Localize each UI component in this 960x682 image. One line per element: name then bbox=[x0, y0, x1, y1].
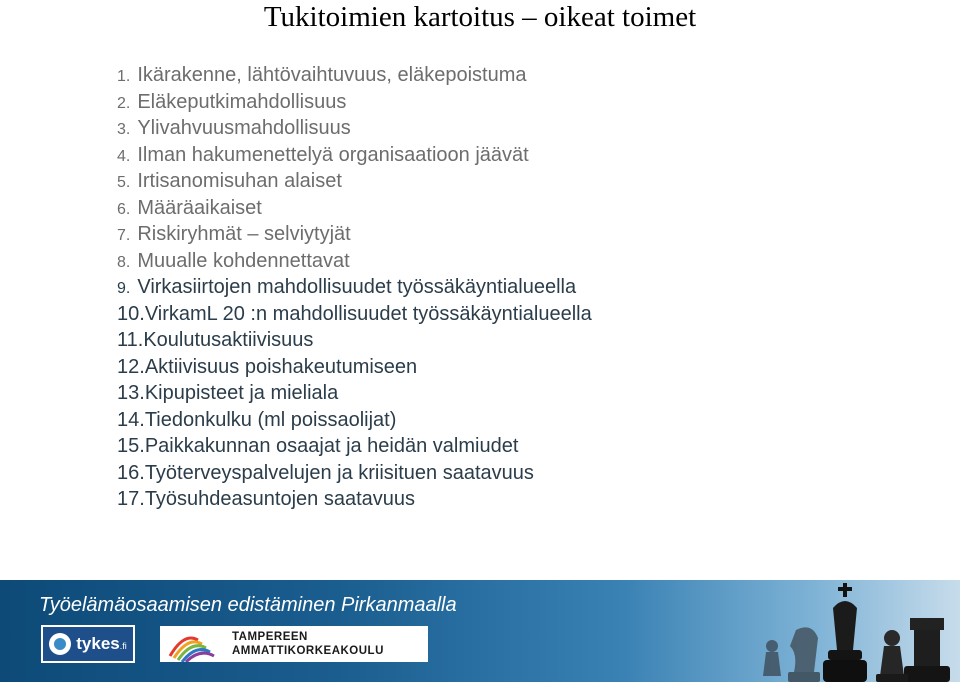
chess-king-icon bbox=[823, 583, 867, 682]
list-item bbox=[117, 407, 592, 434]
tamk-logo bbox=[160, 626, 428, 662]
list-item bbox=[117, 221, 592, 248]
item-number: 9. bbox=[117, 280, 131, 297]
item-number: 8. bbox=[117, 253, 131, 271]
item-number: 11. bbox=[117, 329, 144, 351]
tykes-logo-icon bbox=[49, 633, 71, 655]
item-list bbox=[117, 62, 592, 513]
item-text: Tiedonkulku (ml poissaolijat) bbox=[144, 408, 397, 431]
list-item bbox=[117, 433, 592, 460]
item-number: 14. bbox=[117, 408, 145, 431]
tamk-logo-text: TAMPEREEN AMMATTIKORKEAKOULU bbox=[232, 631, 384, 657]
item-text: Riskiryhmät – selviytyjät bbox=[137, 223, 351, 245]
item-number: 10. bbox=[117, 302, 145, 325]
item-number: 13. bbox=[117, 382, 145, 404]
tykes-logo bbox=[41, 625, 135, 663]
item-text: Koulutusaktiivisuus bbox=[143, 329, 314, 351]
item-number: 7. bbox=[117, 227, 131, 244]
chess-pawn-icon bbox=[876, 630, 908, 682]
chess-pieces-image bbox=[500, 580, 960, 682]
item-text: Ylivahvuusmahdollisuus bbox=[137, 117, 351, 139]
item-text: Ikärakenne, lähtövaihtuvuus, eläkepoistuma bbox=[137, 64, 527, 86]
list-item bbox=[117, 115, 592, 142]
item-number: 3. bbox=[117, 121, 131, 138]
item-number: 1. bbox=[117, 68, 131, 85]
item-number: 15. bbox=[117, 435, 145, 457]
item-text: Eläkeputkimahdollisuus bbox=[137, 90, 347, 113]
list-item bbox=[117, 142, 592, 169]
item-number: 17. bbox=[117, 488, 145, 510]
item-text: Työterveyspalvelujen ja kriisituen saatavuus bbox=[144, 461, 534, 484]
item-text: Virkasiirtojen mahdollisuudet työssäkäyntialueella bbox=[137, 276, 577, 298]
item-number: 16. bbox=[117, 461, 145, 484]
list-item bbox=[117, 168, 592, 195]
item-text: Aktiivisuus poishakeutumiseen bbox=[144, 355, 418, 378]
item-text: Työsuhdeasuntojen saatavuus bbox=[144, 488, 416, 510]
list-item bbox=[117, 354, 592, 381]
item-text: Muualle kohdennettavat bbox=[137, 249, 350, 272]
item-text: Irtisanomisuhan alaiset bbox=[137, 170, 342, 192]
list-item bbox=[117, 62, 592, 89]
list-item bbox=[117, 248, 592, 275]
item-number: 6. bbox=[117, 200, 131, 218]
list-item bbox=[117, 380, 592, 407]
chess-pawn-icon bbox=[763, 640, 781, 676]
item-text: VirkamL 20 :n mahdollisuudet työssäkäyntialueella bbox=[144, 302, 592, 325]
item-number: 4. bbox=[117, 147, 131, 165]
list-item bbox=[117, 195, 592, 222]
footer-text: Työelämäosaamisen edistäminen Pirkanmaalla bbox=[39, 594, 457, 616]
item-number: 12. bbox=[117, 355, 145, 378]
item-text: Paikkakunnan osaajat ja heidän valmiudet bbox=[144, 435, 519, 457]
list-item bbox=[117, 301, 592, 328]
item-text: Ilman hakumenettelyä organisaatioon jäävät bbox=[137, 143, 529, 166]
item-number: 5. bbox=[117, 174, 131, 191]
item-text: Kipupisteet ja mieliala bbox=[144, 382, 339, 404]
chess-knight-icon bbox=[788, 627, 820, 682]
chess-rook-icon bbox=[904, 618, 950, 682]
item-number: 2. bbox=[117, 94, 131, 112]
item-text: Määräaikaiset bbox=[137, 196, 262, 219]
list-item bbox=[117, 460, 592, 487]
list-item bbox=[117, 89, 592, 116]
tykes-logo-text: tykes.fi bbox=[76, 634, 127, 653]
tamk-logo-icon bbox=[164, 626, 224, 662]
list-item bbox=[117, 327, 592, 354]
list-item bbox=[117, 486, 592, 513]
slide-title: Tukitoimien kartoitus – oikeat toimet bbox=[263, 1, 697, 33]
list-item bbox=[117, 274, 592, 301]
